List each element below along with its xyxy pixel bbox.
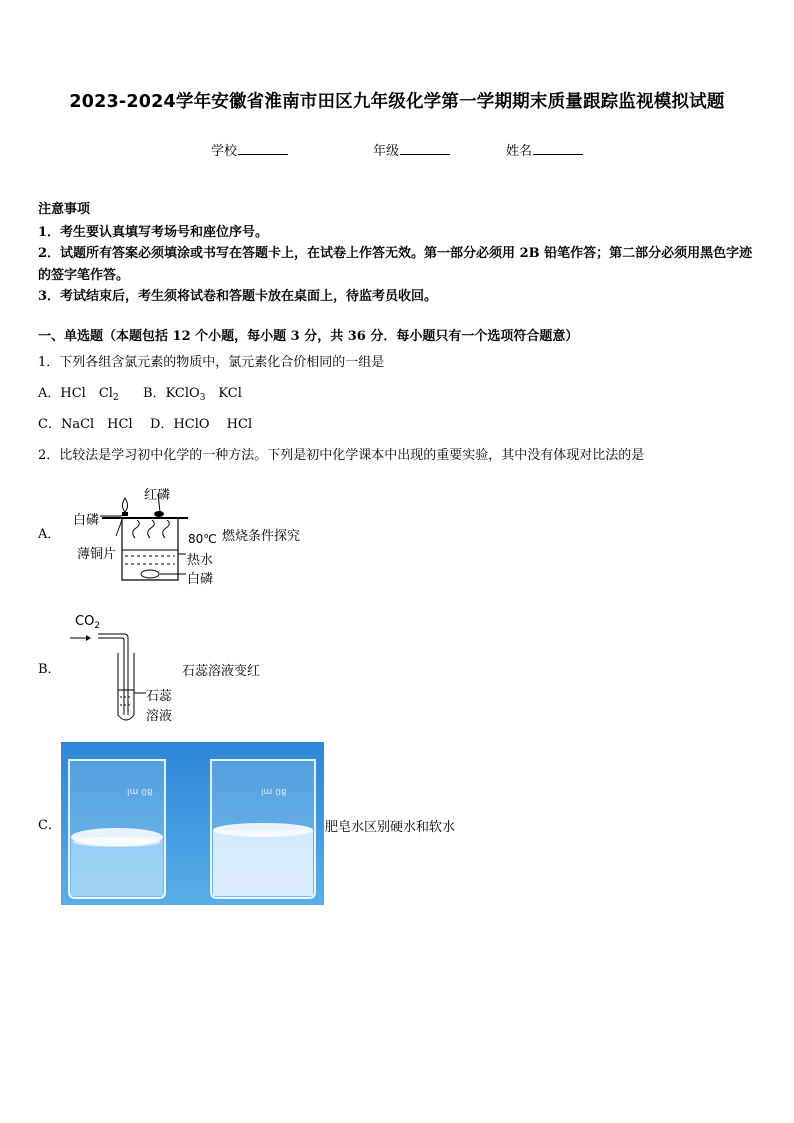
notice-item-2: 2．试题所有答案必须填涂或书写在答题卡上，在试卷上作答无效。第一部分必须用 2B 铅笔作答；第二部分必须用黑色字迹的签字笔作答。 — [38, 246, 753, 283]
notice-item-1: 1．考生要认真填写考场号和座位序号。 — [38, 225, 269, 240]
notice-heading: 注意事项 — [38, 202, 91, 217]
temperature-label: 80℃ — [188, 532, 217, 546]
q1-option-b[interactable]: B．KClO$_3$ KCl — [143, 386, 242, 403]
q1-option-d[interactable]: D．HClO HCl — [150, 417, 253, 432]
q1-option-a[interactable]: A．HCl $Cl_2$ — [38, 386, 119, 403]
grade-field[interactable]: 年级 — [373, 140, 450, 159]
q2-option-a-label[interactable]: A． — [38, 527, 61, 542]
school-field[interactable]: 学校 — [211, 140, 288, 159]
question-1-stem: 1．下列各组含氯元素的物质中，氯元素化合价相同的一组是 — [38, 355, 385, 370]
option-b-caption: 石蕊溶液变红 — [182, 664, 261, 679]
beaker-mark-left: 80 ml — [127, 786, 153, 796]
hot-water-label: 热水 — [187, 553, 214, 568]
copper-plate-label: 薄铜片 — [77, 547, 117, 562]
red-phosphorus-label: 红磷 — [144, 488, 171, 503]
q2-option-c-label[interactable]: C． — [38, 818, 61, 833]
white-phosphorus-top-label: 白磷 — [73, 513, 100, 528]
name-field[interactable]: 姓名 — [506, 140, 583, 159]
q2-option-b-label[interactable]: B． — [38, 662, 61, 677]
beaker-mark-right: 80 ml — [261, 786, 287, 796]
litmus-label-2: 溶液 — [146, 709, 173, 724]
co2-label: $CO_2$ — [75, 614, 101, 631]
litmus-label-1: 石蕊 — [146, 689, 173, 704]
q1-option-c[interactable]: C．NaCl HCl — [38, 417, 133, 432]
combustion-apparatus-diagram — [100, 488, 200, 588]
notice-item-3: 3．考试结束后，考生须将试卷和答题卡放在桌面上，待监考员收回。 — [38, 289, 438, 304]
co2-litmus-test-tube-diagram — [60, 625, 160, 725]
white-phosphorus-bottom-label: 白磷 — [187, 572, 214, 587]
page-title: 2023-2024学年安徽省淮南市田区九年级化学第一学期期末质量跟踪监视模拟试题 — [69, 92, 725, 112]
option-a-caption: 燃烧条件探究 — [222, 529, 301, 544]
question-2-stem: 2．比较法是学习初中化学的一种方法。下列是初中化学课本中出现的重要实验，其中没有体现对比法的是 — [38, 448, 645, 463]
hard-soft-water-beakers-photo — [61, 742, 324, 905]
section-heading: 一、单选题（本题包括 12 个小题，每小题 3 分，共 36 分．每小题只有一个选项符合题意） — [38, 329, 579, 344]
option-c-caption: 肥皂水区别硬水和软水 — [325, 820, 456, 835]
